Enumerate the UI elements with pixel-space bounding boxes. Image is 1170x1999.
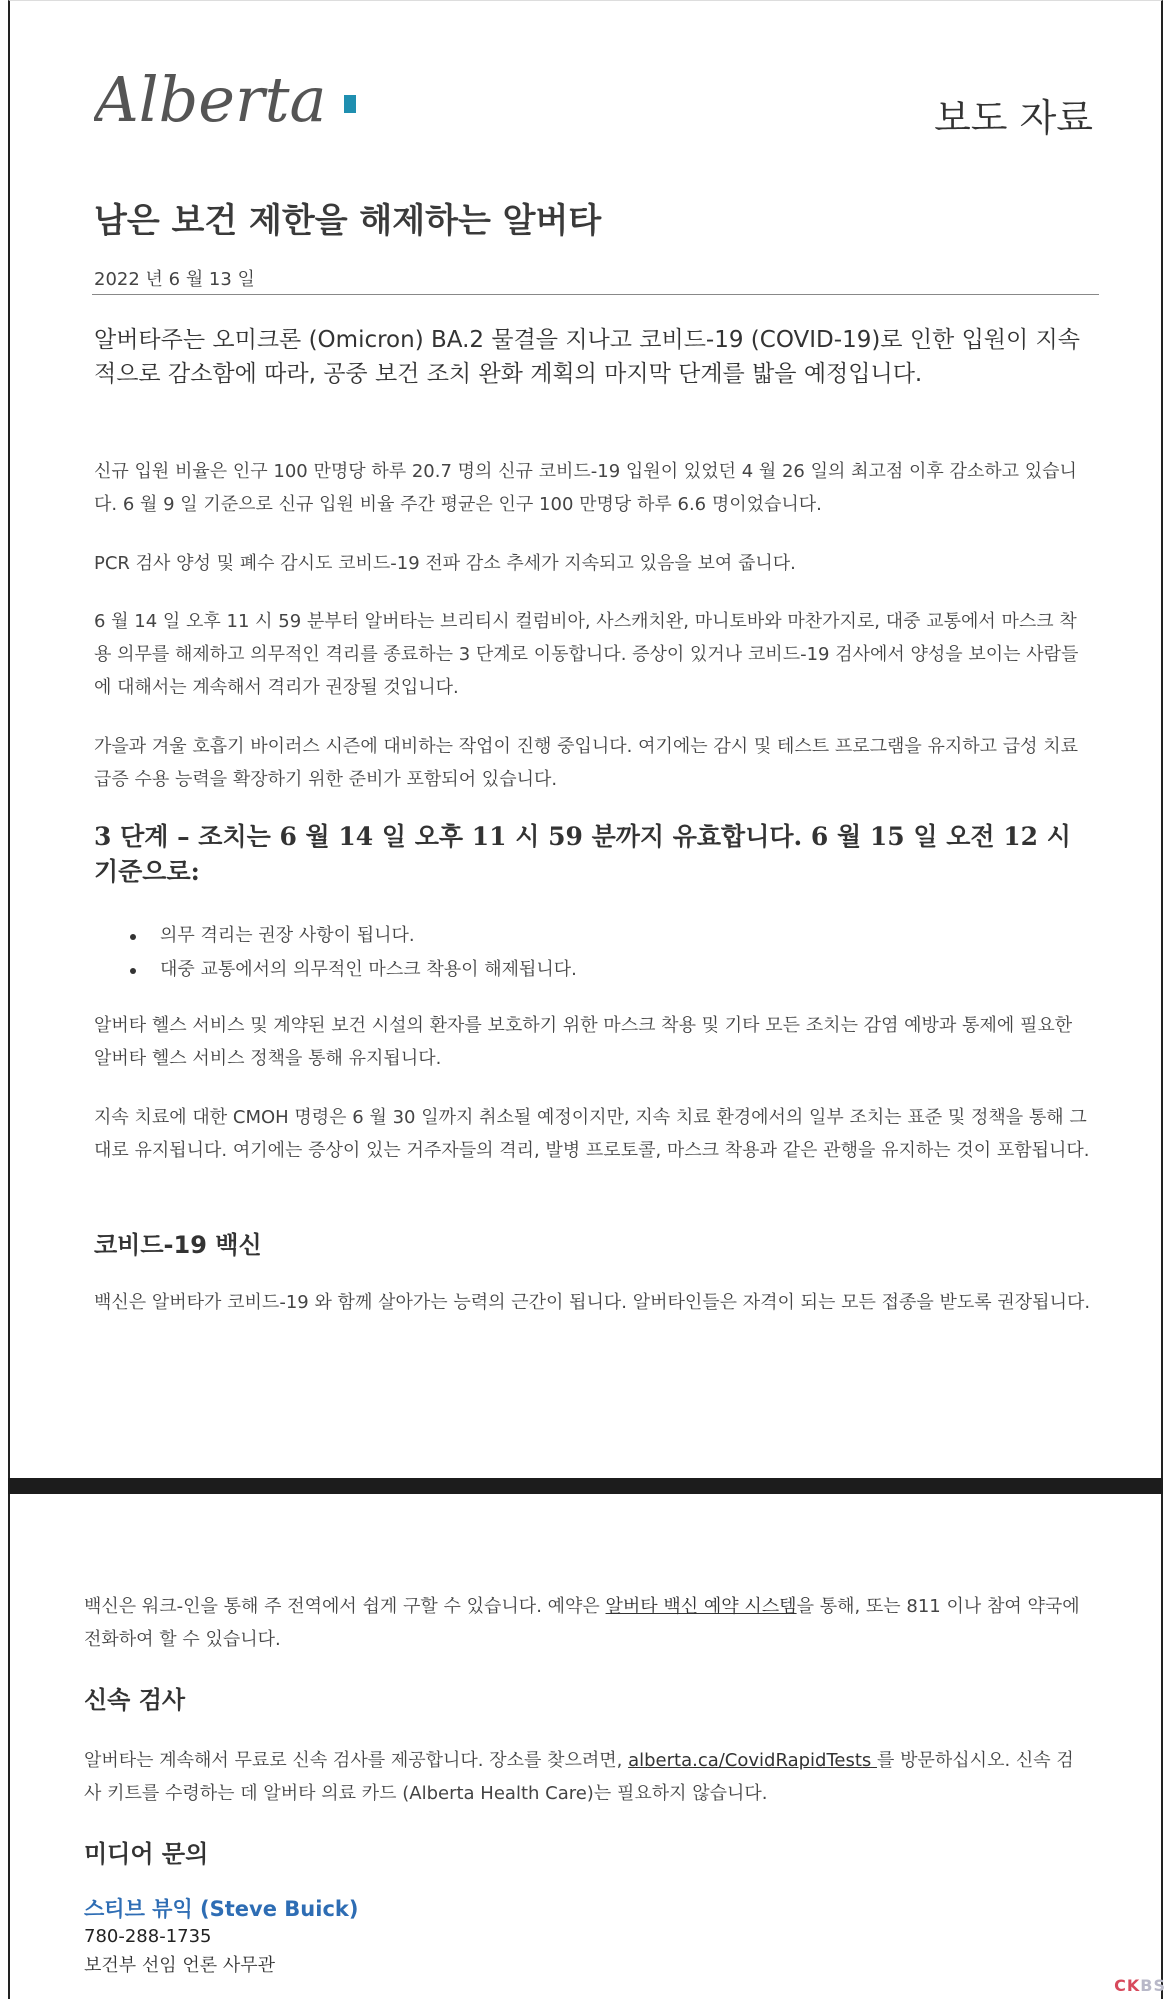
paragraph-rapid-testing xyxy=(84,1744,1084,1810)
paragraph-cmoh-orders: 지속 치료에 대한 CMOH 명령은 6 월 30 일까지 취소될 예정이지만, 지속 치료 환경에서의 일부 조치는 표준 및 정책을 통해 그대로 유지됩니다. 여기에는 증상이 있는 거주자들의 격리, 발병 프로토콜, 마스크 착용과 같은 관행을 유지하는 것이 포함됩니다. xyxy=(94,1107,1090,1161)
rapid-tests-link[interactable]: alberta.ca/CovidRapidTests xyxy=(628,1750,878,1771)
title-divider xyxy=(92,294,1099,295)
paragraph-pcr: PCR 검사 양성 및 폐수 감시도 코비드-19 전파 감소 추세가 지속되고 있음을 보여 줍니다. xyxy=(94,553,796,574)
vaccine-heading: 코비드-19 백신 xyxy=(94,1231,262,1259)
stage-heading: 3 단계 – 조치는 6 월 14 일 오후 11 시 59 분까지 유효합니다. 6 월 15 일 오전 12 시 기준으로: xyxy=(94,822,1071,886)
booking-text-before: 백신은 워크-인을 통해 주 전역에서 쉽게 구할 수 있습니다. 예약은 xyxy=(84,1596,606,1617)
alberta-logo-graphic xyxy=(94,59,364,139)
lead-paragraph: 알버타주는 오미크론 (Omicron) BA.2 물결을 지나고 코비드-19 (COVID-19)로 인한 입원이 지속적으로 감소함에 따라, 공중 보건 조치 완화 계획의 마지막 단계를 밟을 예정입니다. xyxy=(94,327,1080,387)
document-page-1 xyxy=(8,0,1163,1478)
contact-name: 스티브 뷰익 (Steve Buick) xyxy=(84,1897,359,1921)
contact-role: 보건부 선임 언론 사무관 xyxy=(84,1955,276,1976)
media-inquiries-heading: 미디어 문의 xyxy=(84,1840,209,1868)
svg-text:Alberta: Alberta xyxy=(94,63,327,136)
news-release-label: 보도 자료 xyxy=(934,96,1093,140)
list-item: 대중 교통에서의 의무적인 마스크 착용이 해제됩니다. xyxy=(128,953,577,987)
rapid-text-before: 알버타는 계속해서 무료로 신속 검사를 제공합니다. 장소를 찾으려면, xyxy=(84,1750,629,1771)
rapid-text-after: 를 방문하십시오. 신속 검사 키트를 수령하는 데 알버타 의료 카드 (Alberta Health Care)는 필요하지 않습니다. xyxy=(84,1750,1074,1804)
rapid-testing-heading: 신속 검사 xyxy=(84,1686,186,1714)
paragraph-vaccine-booking xyxy=(84,1590,1084,1656)
booking-text-after: 을 통해, 또는 811 이나 참여 약국에 전화하여 할 수 있습니다. xyxy=(84,1596,1080,1650)
release-date: 2022 년 6 월 13 일 xyxy=(94,269,255,290)
alberta-logo xyxy=(94,59,364,143)
paragraph-fall-winter: 가을과 겨울 호흡기 바이러스 시즌에 대비하는 작업이 진행 중입니다. 여기에는 감시 및 테스트 프로그램을 유지하고 급성 치료 급증 수용 능력을 확장하기 위한 준비가 포함되어 있습니다. xyxy=(94,736,1079,790)
page-separator xyxy=(8,1478,1163,1494)
list-item: 의무 격리는 권장 사항이 됩니다. xyxy=(128,919,577,953)
paragraph-ahs-masking: 알버타 헬스 서비스 및 계약된 보건 시설의 환자를 보호하기 위한 마스크 착용 및 기타 모든 조치는 감염 예방과 통제에 필요한 알버타 헬스 서비스 정책을 통해 유지됩니다. xyxy=(94,1015,1073,1069)
paragraph-vaccine: 백신은 알버타가 코비드-19 와 함께 살아가는 능력의 근간이 됩니다. 알버타인들은 자격이 되는 모든 접종을 받도록 권장됩니다. xyxy=(94,1292,1091,1313)
paragraph-hospitalization: 신규 입원 비율은 인구 100 만명당 하루 20.7 명의 신규 코비드-19 입원이 있었던 4 월 26 일의 최고점 이후 감소하고 있습니다. 6 월 9 일 기준으로 신규 입원 비율 주간 평균은 인구 100 만명당 하루 6.6 명이었습니다. xyxy=(94,461,1077,515)
vaccine-booking-link[interactable]: 알버타 백신 예약 시스템 xyxy=(605,1596,797,1617)
watermark-logo: CKBS xyxy=(1114,1976,1166,1995)
contact-phone: 780-288-1735 xyxy=(84,1926,212,1947)
stage-measures-list xyxy=(128,919,577,987)
paragraph-stage3: 6 월 14 일 오후 11 시 59 분부터 알버타는 브리티시 컬럼비아, 사스캐치완, 마니토바와 마찬가지로, 대중 교통에서 마스크 착용 의무를 해제하고 의무적인 격리를 종료하는 3 단계로 이동합니다. 증상이 있거나 코비드-19 검사에서 양성을 보이는 사람들에 대해서는 계속해서 격리가 권장될 것입니다. xyxy=(94,611,1079,698)
page-title: 남은 보건 제한을 해제하는 알버타 xyxy=(94,201,602,241)
